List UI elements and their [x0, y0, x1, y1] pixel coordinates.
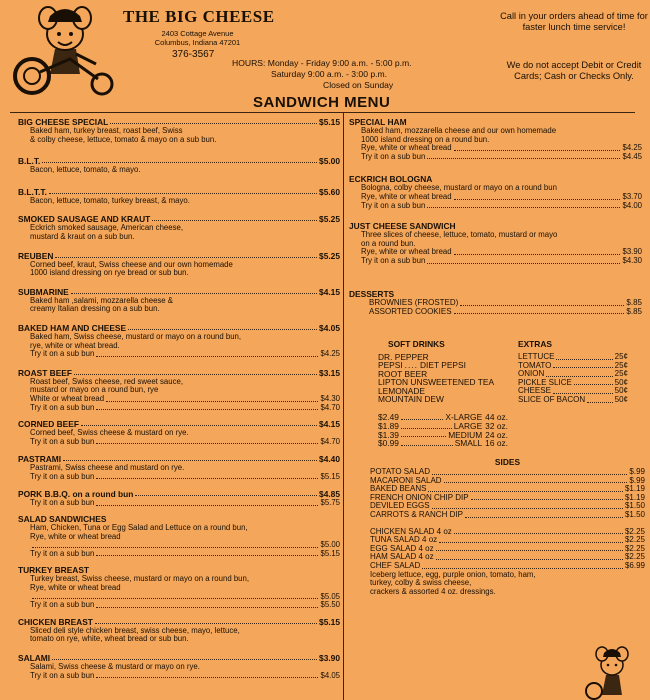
item-description: mustard or mayo on a round bun, rye — [30, 385, 159, 395]
item-price: $4.15 — [319, 286, 340, 297]
item-description: Pastrami, Swiss cheese and mustard on rye. — [30, 463, 185, 473]
item-description: tomato on rye, white, wheat bread or sub bun. — [30, 634, 189, 644]
item-name: TURKEY BREAST — [18, 565, 90, 576]
item-name: ROAST BEEF — [18, 367, 72, 378]
right-sandwich-list — [349, 117, 642, 266]
option-price: $3.70 — [622, 191, 642, 201]
item-description: & colby cheese, lettuce, tomato & mayo on a sub bun. — [30, 134, 217, 144]
side-item-price: $2.25 — [624, 526, 645, 536]
item-price: $5.15 — [319, 616, 340, 627]
item-name: REUBEN — [18, 250, 54, 261]
item-description: on a round bun. — [361, 238, 416, 248]
option-price: $4.70 — [320, 402, 340, 412]
option-label: Try it on a sub bun — [30, 402, 95, 412]
chef-salad-description: turkey, colby & swiss cheese, — [370, 578, 472, 588]
item-description: Corned beef, Swiss cheese & mustard on rye. — [30, 428, 189, 438]
side-item — [370, 511, 645, 520]
drink-diet-pepsi: DIET PEPSI — [419, 360, 466, 371]
item-name: SMOKED SAUSAGE AND KRAUT — [18, 214, 151, 225]
option-price: $5.15 — [320, 548, 340, 558]
drink-size-name: X-LARGE — [445, 412, 483, 423]
item-name: BAKED HAM AND CHEESE — [18, 322, 127, 333]
item-price: $4.15 — [319, 419, 340, 430]
item-description: mustard & kraut on a sub bun. — [30, 231, 135, 241]
item-name: PORK B.B.Q. on a round bun — [18, 489, 134, 500]
side-item-label: POTATO SALAD — [370, 467, 431, 476]
mouse-mascot-small — [582, 645, 642, 700]
drink-size-oz: 24 oz. — [485, 429, 508, 440]
option-label: Rye, white or wheat bread — [361, 191, 452, 201]
desserts-section — [349, 289, 642, 316]
drink-root-beer: ROOT BEER — [378, 368, 428, 379]
item-description: creamy Italian dressing on a sub bun. — [30, 304, 160, 314]
item-option — [18, 350, 340, 359]
menu-item — [18, 156, 340, 175]
side-item-price: $1.50 — [624, 501, 645, 511]
menu-item — [18, 287, 340, 314]
item-description: Corned beef, kraut, Swiss cheese and our own homemade — [30, 259, 233, 269]
item-price: $3.15 — [319, 367, 340, 378]
item-name: CHICKEN BREAST — [18, 616, 93, 627]
item-option — [18, 672, 340, 681]
option-price: $5.05 — [320, 591, 340, 601]
item-description: Roast beef, Swiss cheese, red sweet sauce, — [30, 376, 183, 386]
side-item-label: DEVILED EGGS — [370, 501, 430, 511]
side-item-price: $2.25 — [624, 552, 645, 562]
option-label: Rye, white or wheat bread — [361, 143, 452, 153]
hours: HOURS: Monday - Friday 9:00 a.m. - 5:00 p.m. Saturday 9:00 a.m. - 3:00 p.m. Closed on Sunday — [232, 58, 412, 90]
item-description: Sliced deli style chicken breast, swiss cheese, mayo, lettuce, — [30, 625, 240, 635]
call-ahead-note: Call in your orders ahead of time for faster lunch time service! — [500, 11, 648, 32]
drink-size-name: SMALL — [454, 438, 483, 449]
option-label: Rye, white or wheat bread — [361, 247, 452, 257]
item-name: B.L.T. — [18, 156, 41, 167]
item-description: Bacon, lettuce, tomato, turkey breast, & mayo. — [30, 195, 190, 205]
item-option — [349, 257, 642, 266]
extras-title: EXTRAS — [518, 339, 552, 349]
extra-item-price: 25¢ — [614, 369, 628, 379]
option-label: Try it on a sub bun — [30, 670, 95, 680]
option-label: White or wheat bread — [30, 393, 105, 403]
extra-item-price: 50¢ — [614, 386, 628, 396]
item-description: Salami, Swiss cheese & mustard or mayo on rye. — [30, 662, 200, 671]
item-option — [18, 438, 340, 447]
item-description: Rye, white or wheat bread — [30, 583, 121, 593]
item-description: Baked ham ,salami, mozzarella cheese & — [30, 295, 174, 305]
chef-salad-description: crackers & assorted 4 oz. dressings. — [370, 586, 496, 596]
item-price: $4.05 — [319, 322, 340, 333]
drink-size-oz: 16 oz. — [485, 438, 508, 449]
side-item-price: $.99 — [629, 467, 645, 476]
item-price: $5.00 — [319, 156, 340, 167]
item-description: Baked ham, mozzarella cheese and our own homemade — [361, 126, 557, 135]
option-label: Try it on a sub bun — [361, 200, 426, 210]
item-option — [18, 601, 340, 610]
drink-size-oz: 32 oz. — [485, 421, 508, 432]
desserts-title: DESSERTS — [349, 289, 395, 299]
item-name: SPECIAL HAM — [349, 117, 407, 127]
menu-title: SANDWICH MENU — [253, 94, 391, 111]
menu-item — [18, 454, 340, 481]
menu-item — [349, 117, 642, 161]
item-price: $5.60 — [319, 186, 340, 197]
restaurant-name: THE BIG CHEESE — [123, 7, 275, 26]
side-item-price: $1.50 — [624, 509, 645, 519]
option-label: Try it on a sub bun — [30, 600, 95, 610]
item-option — [18, 499, 340, 508]
drink-size-price: $1.89 — [378, 421, 399, 432]
item-price: $5.25 — [319, 214, 340, 225]
item-price: $4.85 — [319, 489, 340, 500]
item-option — [18, 473, 340, 482]
option-price: $5.00 — [320, 540, 340, 550]
item-price: $4.40 — [319, 454, 340, 465]
item-description: Turkey breast, Swiss cheese, mustard or mayo on a round bun, — [30, 574, 249, 584]
item-name: ECKRICH BOLOGNA — [349, 174, 433, 185]
dessert-item-price: $.85 — [626, 298, 642, 307]
option-price: $3.90 — [622, 247, 642, 257]
side-item-price: $6.99 — [624, 560, 645, 570]
item-option — [349, 153, 642, 162]
extra-item-label: CHEESE — [518, 386, 551, 396]
side-item-label: FRENCH ONION CHIP DIP — [370, 492, 469, 502]
menu-item — [18, 323, 340, 359]
extra-item-label: TOMATO — [518, 360, 552, 370]
item-description: Rye, white or wheat bread — [30, 531, 121, 541]
drink-size-name: LARGE — [453, 421, 483, 432]
side-item-label: TUNA SALAD 4 oz — [370, 535, 438, 545]
option-label: Try it on a sub bun — [30, 436, 95, 446]
drink-dr-pepper: DR. PEPPER — [378, 352, 429, 362]
side-item-price: $.99 — [629, 475, 645, 485]
option-price: $4.25 — [622, 143, 642, 153]
sides-title: SIDES — [494, 457, 521, 467]
side-item-price: $2.25 — [624, 543, 645, 553]
menu-item — [18, 419, 340, 446]
menu-item — [18, 489, 340, 508]
drink-size-price: $0.99 — [378, 438, 399, 449]
phone-number: 376-3567 — [172, 49, 215, 60]
option-price: $4.05 — [320, 670, 340, 680]
extra-item-price: 50¢ — [614, 394, 628, 404]
item-price: $3.90 — [319, 653, 340, 663]
drink-size-oz: 44 oz. — [485, 412, 508, 423]
payment-note: We do not accept Debit or Credit Cards; Cash or Checks Only. — [506, 60, 642, 81]
menu-item — [18, 653, 340, 680]
menu-item — [18, 617, 340, 644]
left-sandwich-list — [18, 117, 340, 680]
side-item-label: MACARONI SALAD — [370, 475, 442, 485]
item-description: Ham, Chicken, Tuna or Egg Salad and Lettuce on a round bun, — [30, 523, 248, 533]
menu-item — [18, 368, 340, 412]
item-description: Baked ham, turkey breast, roast beef, Swiss — [30, 126, 183, 135]
extras-section — [518, 339, 628, 405]
item-name: B.L.T.T. — [18, 186, 47, 197]
dessert-item — [369, 308, 642, 317]
item-price: $5.25 — [319, 250, 340, 261]
side-item-label: CHICKEN SALAD 4 oz — [370, 526, 452, 536]
option-label: Try it on a sub bun — [30, 548, 95, 558]
soft-drinks-section: SOFT DRINKS DR. PEPPER PEPSI .... DIET PEPSI ROOT BEER LIPTON UNSWEETENED TEA LEMONADE MOUNTAIN DEW $2.49 X-LARGE 44 oz. $1.89 LARGE 32 oz. $1.39 MEDIUM 24 oz. $0.99 SMALL 16 oz. — [378, 339, 508, 449]
extra-item-price: 25¢ — [614, 360, 628, 370]
side-item-label: HAM SALAD 4 oz — [370, 552, 434, 562]
option-price: $4.30 — [622, 255, 642, 265]
item-description: Bologna, colby cheese, mustard or mayo on a round bun — [361, 183, 557, 193]
side-item-label: CHEF SALAD — [370, 560, 421, 570]
dessert-item-label: ASSORTED COOKIES — [369, 306, 452, 316]
item-name: SALAD SANDWICHES — [18, 514, 107, 525]
option-label: Try it on a sub bun — [30, 349, 95, 359]
menu-item — [18, 187, 340, 206]
item-name: JUST CHEESE SANDWICH — [349, 221, 456, 232]
option-price: $5.75 — [320, 498, 340, 508]
item-description: 1000 island dressing on a round bun. — [361, 134, 490, 144]
option-price: $4.25 — [320, 349, 340, 359]
item-option — [349, 202, 642, 211]
drink-size-price: $1.39 — [378, 429, 399, 440]
drink-lemonade: LEMONADE — [378, 385, 426, 396]
address: 2403 Cottage Avenue Columbus, Indiana 47201 — [154, 29, 241, 47]
divider — [10, 112, 635, 113]
option-price: $5.50 — [320, 600, 340, 610]
side-item-label: EGG SALAD 4 oz — [370, 543, 434, 553]
drink-size-row — [378, 439, 508, 448]
item-name: PASTRAMI — [18, 454, 62, 465]
drink-pepsi: PEPSI — [378, 360, 403, 371]
item-description: Baked ham, Swiss cheese, mustard or mayo on a round bun, — [30, 331, 242, 341]
sides-section — [370, 457, 645, 596]
extra-item-label: SLICE OF BACON — [518, 394, 586, 404]
option-price: $5.15 — [320, 471, 340, 481]
column-divider — [343, 112, 344, 700]
item-description: rye, white or wheat bread. — [30, 340, 120, 350]
item-name: SUBMARINE — [18, 286, 69, 297]
menu-item — [18, 565, 340, 609]
extra-item-label: LETTUCE — [518, 352, 555, 361]
menu-item — [18, 251, 340, 278]
drink-size-name: MEDIUM — [448, 429, 483, 440]
menu-item — [349, 221, 642, 265]
side-item-price: $1.19 — [624, 492, 645, 502]
item-price: $5.15 — [319, 117, 340, 127]
item-description: Three slices of cheese, lettuce, tomato, mustard or mayo — [361, 230, 558, 240]
option-price: $4.00 — [622, 200, 642, 210]
side-item-label: CARROTS & RANCH DIP — [370, 509, 463, 519]
drink-lipton-tea: LIPTON UNSWEETENED TEA — [378, 377, 495, 388]
chef-salad-description: Iceberg lettuce, egg, purple onion, tomato, ham, — [370, 569, 536, 579]
item-name: CORNED BEEF — [18, 419, 79, 430]
extra-item-label: ONION — [518, 369, 545, 379]
extra-item-price: 25¢ — [614, 352, 628, 361]
item-name: BIG CHEESE SPECIAL — [18, 117, 109, 127]
extra-item-label: PICKLE SLICE — [518, 377, 572, 387]
menu-item — [18, 514, 340, 558]
item-name: SALAMI — [18, 653, 51, 663]
option-price: $4.30 — [320, 393, 340, 403]
item-description: Bacon, lettuce, tomato, & mayo. — [30, 165, 141, 175]
option-label: Try it on a sub bun — [30, 471, 95, 481]
extra-item-price: 50¢ — [614, 377, 628, 387]
extra-item — [518, 396, 628, 405]
option-price: $4.45 — [622, 151, 642, 161]
item-description: 1000 island dressing on rye bread or sub bun. — [30, 268, 189, 278]
item-description: Eckrich smoked sausage, American cheese, — [30, 223, 183, 233]
mouse-mascot-logo — [10, 4, 120, 99]
item-option — [18, 404, 340, 413]
side-item-label: BAKED BEANS — [370, 484, 427, 494]
dessert-item-label: BROWNIES (FROSTED) — [369, 298, 459, 307]
dessert-item-price: $.85 — [626, 306, 642, 316]
option-price: $4.70 — [320, 436, 340, 446]
menu-item — [18, 117, 340, 144]
side-item-price: $2.25 — [624, 535, 645, 545]
drink-size-price: $2.49 — [378, 412, 399, 423]
option-label: Try it on a sub bun — [361, 151, 426, 161]
menu-item — [349, 174, 642, 210]
item-option — [18, 550, 340, 559]
option-label: Try it on a sub bun — [30, 498, 95, 508]
menu-item — [18, 214, 340, 241]
drink-mountain-dew: MOUNTAIN DEW — [378, 394, 444, 405]
option-label: Try it on a sub bun — [361, 255, 426, 265]
side-item-price: $1.19 — [624, 484, 645, 494]
soft-drinks-title: SOFT DRINKS — [388, 339, 445, 349]
